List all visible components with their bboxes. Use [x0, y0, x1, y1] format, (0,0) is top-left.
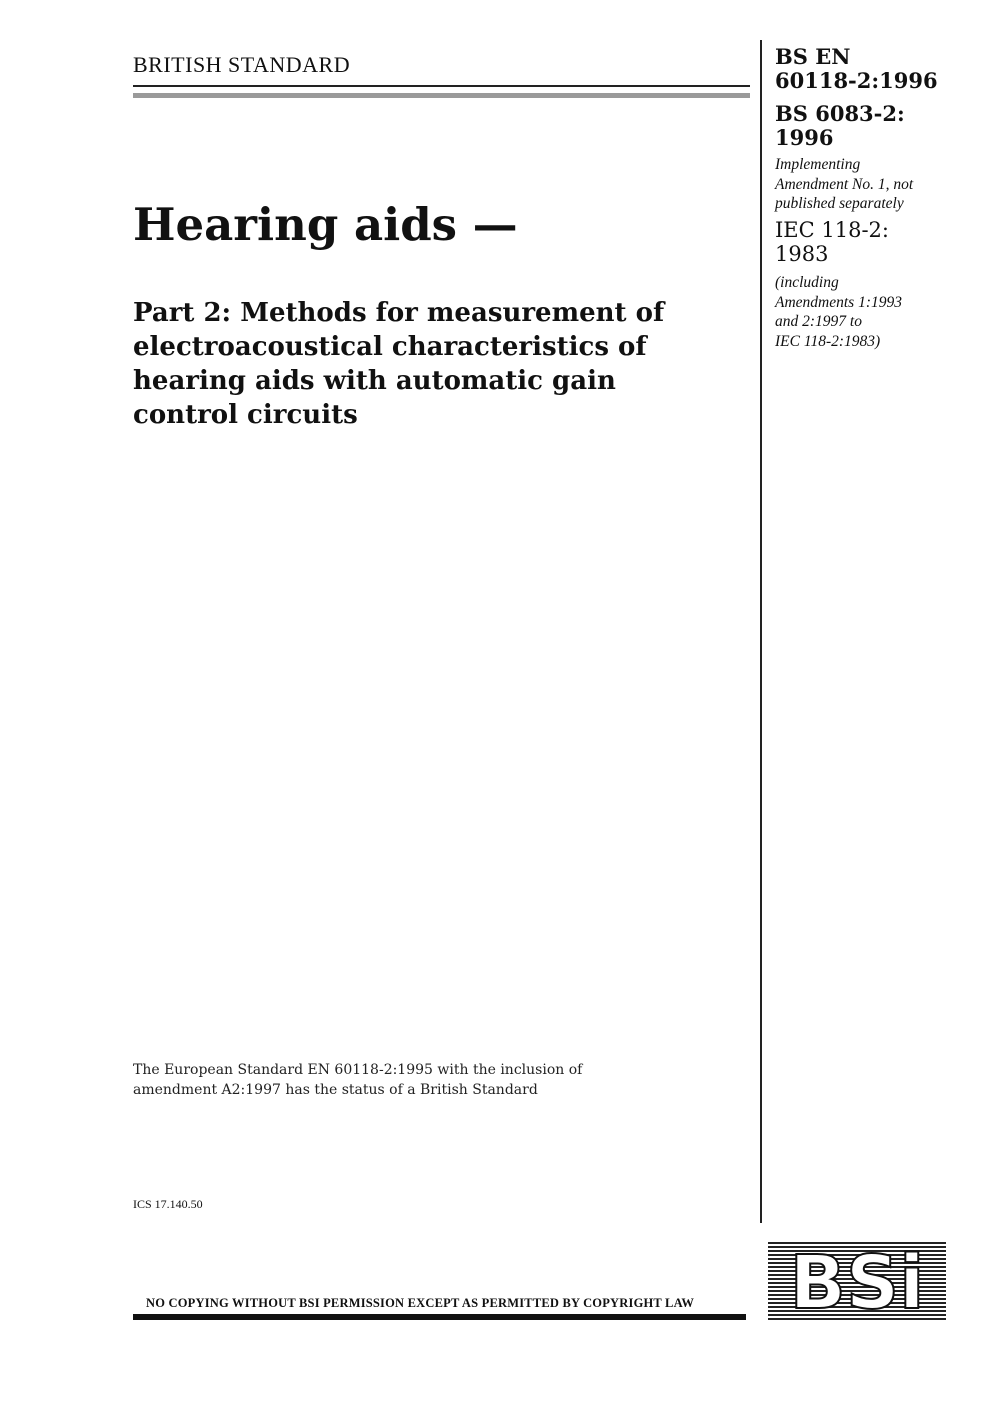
amendment-note-line: Implementing: [775, 156, 861, 173]
bs-reference-line: 1996: [775, 125, 834, 150]
including-amendments-line: (including: [775, 274, 839, 291]
subtitle-line: hearing aids with automatic gain: [133, 366, 616, 396]
header-rule: [133, 85, 750, 87]
sidebar-divider: [760, 40, 762, 1223]
amendment-note-line: published separately: [775, 195, 904, 212]
document-subtitle: [133, 296, 733, 432]
iec-reference-line: 1983: [775, 242, 829, 266]
including-amendments-line: Amendments 1:1993: [775, 293, 902, 311]
standard-type-label: BRITISH STANDARD: [133, 52, 351, 77]
subtitle-line: electroacoustical characteristics of: [133, 332, 647, 362]
bsi-logo: [768, 1242, 946, 1322]
subtitle-line: Part 2: Methods for measurement of: [133, 298, 665, 328]
document-title: Hearing aids —: [133, 198, 518, 251]
footer-rule: [133, 1314, 746, 1320]
amendment-note: [775, 155, 980, 214]
header-rule-gray: [133, 93, 750, 98]
including-amendments-line: IEC 118-2:1983): [775, 332, 881, 350]
bs-en-reference: [775, 45, 980, 93]
logo-lettering: BSi: [789, 1242, 925, 1322]
status-line: amendment A2:1997 has the status of a British Standard: [133, 1082, 538, 1098]
bs-reference: [775, 102, 980, 150]
status-statement: [133, 1060, 653, 1100]
ics-code: ICS 17.140.50: [133, 1197, 203, 1211]
subtitle-line: control circuits: [133, 400, 358, 430]
including-amendments-line: and 2:1997 to: [775, 313, 862, 330]
amendment-note-line: Amendment No. 1, not: [775, 175, 914, 193]
iec-reference: [775, 218, 980, 266]
bs-reference-line: BS 6083-2:: [775, 101, 905, 126]
copyright-notice: NO COPYING WITHOUT BSI PERMISSION EXCEPT AS PERMITTED BY COPYRIGHT LAW: [146, 1296, 695, 1310]
iec-reference-line: IEC 118-2:: [775, 218, 889, 242]
bs-en-reference-line: 60118-2:1996: [775, 68, 938, 93]
bs-en-reference-line: BS EN: [775, 44, 851, 69]
status-line: The European Standard EN 60118-2:1995 with the inclusion of: [133, 1062, 583, 1078]
including-amendments-note: [775, 273, 980, 351]
